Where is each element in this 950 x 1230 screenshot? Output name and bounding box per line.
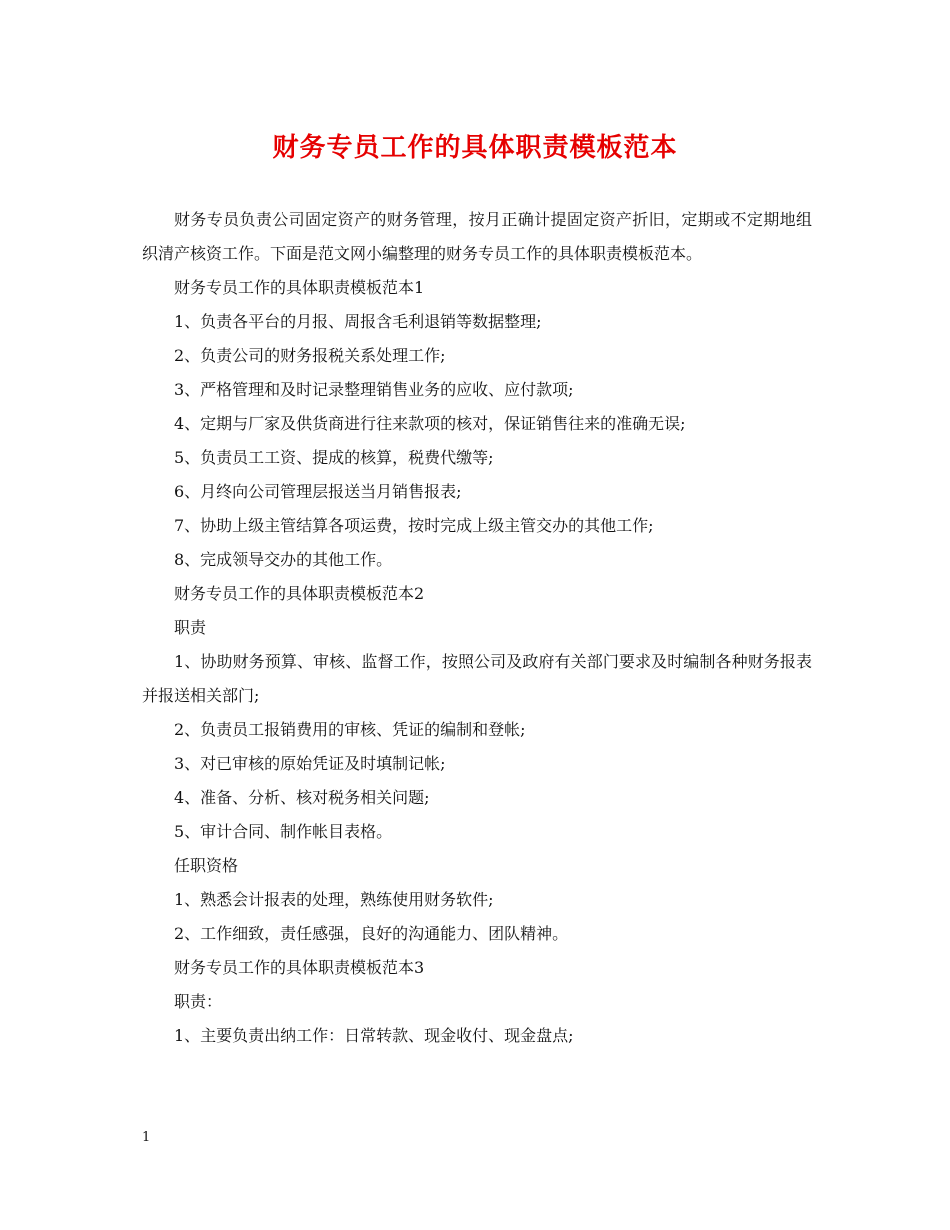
document-body (142, 203, 812, 1053)
list-item: 5、审计合同、制作帐目表格。 (174, 822, 393, 841)
list-item: 4、定期与厂家及供货商进行往来款项的核对，保证销售往来的准确无误; (174, 414, 686, 433)
list-item: 8、完成领导交办的其他工作。 (174, 550, 393, 569)
list-item: 1、主要负责出纳工作：日常转款、现金收付、现金盘点; (174, 1026, 574, 1045)
list-item: 1、负责各平台的月报、周报含毛利退销等数据整理; (174, 312, 542, 331)
list-item: 5、负责员工工资、提成的核算，税费代缴等; (174, 448, 494, 467)
section-heading-template-3: 财务专员工作的具体职责模板范本3 (174, 958, 425, 977)
list-item: 2、负责公司的财务报税关系处理工作; (174, 346, 446, 365)
list-item: 1、协助财务预算、审核、监督工作，按照公司及政府有关部门要求及时编制各种财务报表并报送相关部门; (142, 652, 812, 705)
list-item: 7、协助上级主管结算各项运费，按时完成上级主管交办的其他工作; (174, 516, 654, 535)
page-number: 1 (142, 1130, 151, 1145)
list-item: 2、负责员工报销费用的审核、凭证的编制和登帐; (174, 720, 526, 739)
list-item: 1、熟悉会计报表的处理，熟练使用财务软件; (174, 890, 494, 909)
subheading-duties: 职责 (174, 618, 207, 637)
subheading-qualifications: 任职资格 (174, 856, 239, 875)
list-item: 4、准备、分析、核对税务相关问题; (174, 788, 430, 807)
document-title: 财务专员工作的具体职责模板范本 (272, 133, 678, 163)
list-item: 3、严格管理和及时记录整理销售业务的应收、应付款项; (174, 380, 574, 399)
list-item: 2、工作细致，责任感强，良好的沟通能力、团队精神。 (174, 924, 569, 943)
paragraph-intro: 财务专员负责公司固定资产的财务管理，按月正确计提固定资产折旧，定期或不定期地组织清产核资工作。下面是范文网小编整理的财务专员工作的具体职责模板范本。 (142, 210, 812, 263)
section-heading-template-1: 财务专员工作的具体职责模板范本1 (174, 278, 425, 297)
list-item: 3、对已审核的原始凭证及时填制记帐; (174, 754, 446, 773)
section-heading-template-2: 财务专员工作的具体职责模板范本2 (174, 584, 425, 603)
list-item: 6、月终向公司管理层报送当月销售报表; (174, 482, 462, 501)
subheading-duties: 职责： (174, 992, 223, 1011)
